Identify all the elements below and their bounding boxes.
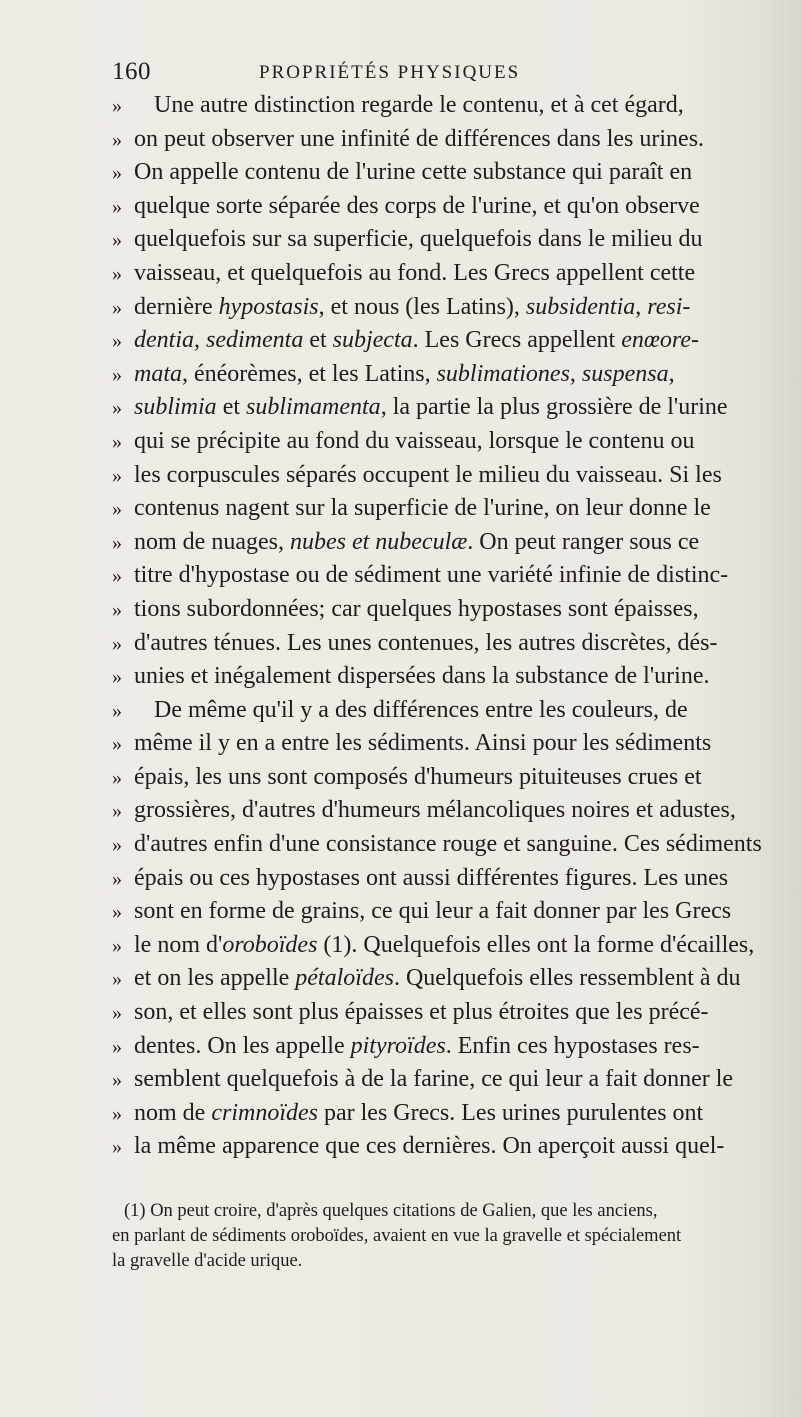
line-text: mata, énéorèmes, et les Latins, sublimationes, suspensa, — [134, 360, 675, 387]
line-text: sont en forme de grains, ce qui leur a fait donner par les Grecs — [134, 898, 732, 925]
quote-mark: » — [112, 1035, 122, 1058]
quote-mark: » — [112, 296, 122, 319]
line-text: tions subordonnées; car quelques hypostases sont épaisses, — [134, 595, 699, 622]
quote-mark: » — [112, 498, 122, 521]
quote-mark: » — [112, 95, 122, 117]
quote-mark: » — [112, 195, 122, 218]
text-line — [112, 291, 772, 325]
text-line — [112, 962, 772, 996]
text-line — [112, 559, 772, 593]
line-text: nom de crimnoïdes par les Grecs. Les urines purulentes ont — [134, 1099, 704, 1126]
quote-mark: » — [112, 162, 122, 185]
text-line — [112, 358, 772, 392]
text-line — [112, 391, 772, 425]
body-text — [112, 89, 772, 1164]
footnote-line: la gravelle d'acide urique. — [112, 1251, 303, 1271]
text-line — [112, 1030, 772, 1064]
quote-mark: » — [112, 598, 122, 621]
quote-mark: » — [112, 834, 122, 857]
line-text: dentia, sedimenta et subjecta. Les Grecs appellent enœore- — [134, 327, 699, 354]
text-line — [112, 324, 772, 358]
line-text: d'autres ténues. Les unes contenues, les autres discrètes, dés- — [134, 629, 718, 656]
quote-mark: » — [112, 464, 122, 487]
quote-mark: » — [112, 262, 122, 285]
quote-mark: » — [112, 330, 122, 353]
text-line — [112, 425, 772, 459]
quote-mark: » — [112, 632, 122, 655]
line-text: la même apparence que ces dernières. On aperçoit aussi quel- — [134, 1133, 725, 1160]
text-line — [112, 526, 772, 560]
line-text: contenus nagent sur la superficie de l'urine, on leur donne le — [134, 495, 711, 522]
line-text: sublimia et sublimamenta, la partie la plus grossière de l'urine — [134, 394, 728, 421]
footnote-line: en parlant de sédiments oroboïdes, avaient en vue la gravelle et spécialement — [112, 1226, 682, 1246]
line-text: Une autre distinction regarde le contenu, et à cet égard, — [154, 92, 684, 118]
text-line — [112, 123, 772, 157]
quote-mark: » — [112, 666, 122, 689]
text-line — [112, 89, 772, 123]
line-text: épais, les uns sont composés d'humeurs pituiteuses crues et — [134, 763, 702, 790]
line-text: dernière hypostasis, et nous (les Latins), subsidentia, resi- — [134, 293, 691, 320]
quote-mark: » — [112, 397, 122, 420]
quote-mark: » — [112, 968, 122, 991]
text-line — [112, 593, 772, 627]
text-line — [112, 156, 772, 190]
quote-mark: » — [112, 934, 122, 957]
quote-mark: » — [112, 430, 122, 453]
text-line — [112, 190, 772, 224]
text-line — [112, 895, 772, 929]
line-text: et on les appelle pétaloïdes. Quelquefois elles ressemblent à du — [134, 965, 741, 992]
line-text: grossières, d'autres d'humeurs mélancoliques noires et adustes, — [134, 797, 736, 824]
quote-mark: » — [112, 800, 122, 823]
quote-mark: » — [112, 363, 122, 386]
line-text: quelquefois sur sa superficie, quelquefois dans le milieu du — [134, 226, 703, 253]
line-text: vaisseau, et quelquefois au fond. Les Grecs appellent cette — [134, 259, 696, 286]
text-line — [112, 492, 772, 526]
line-text: titre d'hypostase ou de sédiment une variété infinie de distinc- — [134, 562, 729, 589]
text-line — [112, 1097, 772, 1131]
text-line — [112, 459, 772, 493]
text-line — [112, 929, 772, 963]
running-title: PROPRIÉTÉS PHYSIQUES — [259, 62, 521, 83]
text-line — [112, 862, 772, 896]
line-text: qui se précipite au fond du vaisseau, lorsque le contenu ou — [134, 427, 695, 454]
line-text: De même qu'il y a des différences entre les couleurs, de — [154, 696, 688, 723]
text-line — [112, 828, 772, 862]
page-header — [112, 58, 752, 92]
text-line — [112, 761, 772, 795]
line-text: semblent quelquefois à de la farine, ce qui leur a fait donner le — [134, 1066, 734, 1093]
line-text: quelque sorte séparée des corps de l'urine, et qu'on observe — [134, 192, 700, 219]
line-text: on peut observer une infinité de différences dans les urines. — [134, 125, 705, 152]
footnotes — [112, 1199, 772, 1274]
text-line — [112, 996, 772, 1030]
quote-mark: » — [112, 1069, 122, 1092]
line-text: d'autres enfin d'une consistance rouge et sanguine. Ces sédiments — [134, 831, 762, 858]
quote-mark: » — [112, 1102, 122, 1125]
line-text: le nom d'oroboïdes (1). Quelquefois elles ont la forme d'écailles, — [134, 931, 755, 958]
line-text: unies et inégalement dispersées dans la substance de l'urine. — [134, 663, 710, 690]
text-line — [112, 727, 772, 761]
quote-mark: » — [112, 699, 122, 722]
page-number: 160 — [112, 58, 151, 85]
text-line — [112, 794, 772, 828]
quote-mark: » — [112, 733, 122, 756]
text-line — [112, 627, 772, 661]
text-line — [112, 223, 772, 257]
text-line — [112, 1063, 772, 1097]
line-text: les corpuscules séparés occupent le milieu du vaisseau. Si les — [134, 461, 722, 488]
text-line — [112, 694, 772, 728]
quote-mark: » — [112, 1002, 122, 1025]
quote-mark: » — [112, 229, 122, 252]
quote-mark: » — [112, 867, 122, 890]
text-line — [112, 1130, 772, 1164]
quote-mark: » — [112, 901, 122, 924]
quote-mark: » — [112, 565, 122, 588]
line-text: son, et elles sont plus épaisses et plus étroites que les précé- — [134, 999, 709, 1026]
line-text: On appelle contenu de l'urine cette substance qui paraît en — [134, 159, 693, 186]
line-text: épais ou ces hypostases ont aussi différentes figures. Les unes — [134, 864, 729, 891]
line-text: même il y en a entre les sédiments. Ainsi pour les sédiments — [134, 730, 712, 757]
line-text: nom de nuages, nubes et nubeculæ. On peut ranger sous ce — [134, 528, 700, 555]
text-line — [112, 660, 772, 694]
line-text: dentes. On les appelle pityroïdes. Enfin ces hypostases res- — [134, 1032, 700, 1059]
text-line — [112, 257, 772, 291]
quote-mark: » — [112, 531, 122, 554]
footnote-line: (1) On peut croire, d'après quelques citations de Galien, que les anciens, — [124, 1201, 658, 1221]
quote-mark: » — [112, 128, 122, 151]
quote-mark: » — [112, 766, 122, 789]
quote-mark: » — [112, 1136, 122, 1159]
